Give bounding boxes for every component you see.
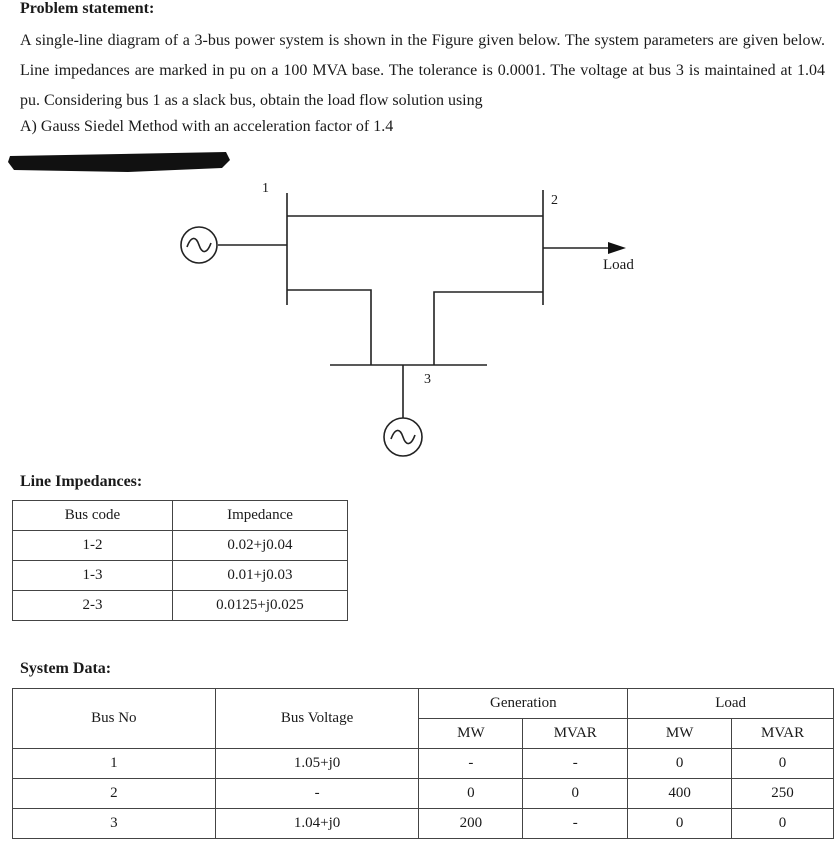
table-row [13,809,834,839]
system-data-table [12,688,834,839]
bus-no-cell: 2 [13,779,216,809]
bus-voltage-cell: 1.04+j0 [215,809,419,839]
generation-header: Generation [419,689,628,719]
load-mw-cell: 0 [628,749,732,779]
bus-voltage-cell: 1.05+j0 [215,749,419,779]
gen-mvar-cell: - [523,749,628,779]
problem-title: Problem statement: [20,0,155,17]
load-mvar-cell: 0 [732,809,834,839]
gen-mw-cell: - [419,749,523,779]
bus-voltage-header: Bus Voltage [215,689,419,749]
load-mw-cell: 0 [628,809,732,839]
table-row [13,531,348,561]
bus-code-cell: 2-3 [13,591,173,621]
bus-no-cell: 1 [13,749,216,779]
load-label: Load [603,257,634,273]
bus-no-header: Bus No [13,689,216,749]
table-row [13,749,834,779]
impedance-cell: 0.02+j0.04 [173,531,348,561]
table-row [13,591,348,621]
gen-mw-header: MW [419,719,523,749]
part-a-text: A) Gauss Siedel Method with an acceleration factor of 1.4 [20,118,394,135]
bus-code-cell: 1-2 [13,531,173,561]
gen-mvar-header: MVAR [523,719,628,749]
table-header-row [13,501,348,531]
line-impedances-heading: Line Impedances: [20,473,143,490]
load-mvar-cell: 0 [732,749,834,779]
load-mw-cell: 400 [628,779,732,809]
bus-code-header: Bus code [13,501,173,531]
gen-mvar-cell: - [523,809,628,839]
line-2-3 [434,292,543,365]
gen-mvar-cell: 0 [523,779,628,809]
line-impedance-table [12,500,348,621]
bus-1-label: 1 [262,181,269,196]
bus-code-cell: 1-3 [13,561,173,591]
bus-2-label: 2 [551,193,558,208]
gen-mw-cell: 0 [419,779,523,809]
impedance-cell: 0.01+j0.03 [173,561,348,591]
load-arrow-icon [608,242,626,254]
line-1-3 [287,290,371,365]
load-header: Load [628,689,834,719]
system-data-heading: System Data: [20,660,112,677]
load-mvar-header: MVAR [732,719,834,749]
gen-mw-cell: 200 [419,809,523,839]
impedance-cell: 0.0125+j0.025 [173,591,348,621]
problem-text: A single-line diagram of a 3-bus power system is shown in the Figure given below. The system parameters are given below. Line impedances are marked in pu on a 100 MVA base. The tolerance is 0.0001. The voltage at bus 3 is maintained at 1.04 pu. Considering bus 1 as a slack bus, obtain the load flow solution using [20,32,825,109]
load-mvar-cell: 250 [732,779,834,809]
load-mw-header: MW [628,719,732,749]
table-row [13,779,834,809]
impedance-header: Impedance [173,501,348,531]
bus-no-cell: 3 [13,809,216,839]
bus-voltage-cell: - [215,779,419,809]
bus-3-label: 3 [424,372,431,387]
table-row [13,561,348,591]
